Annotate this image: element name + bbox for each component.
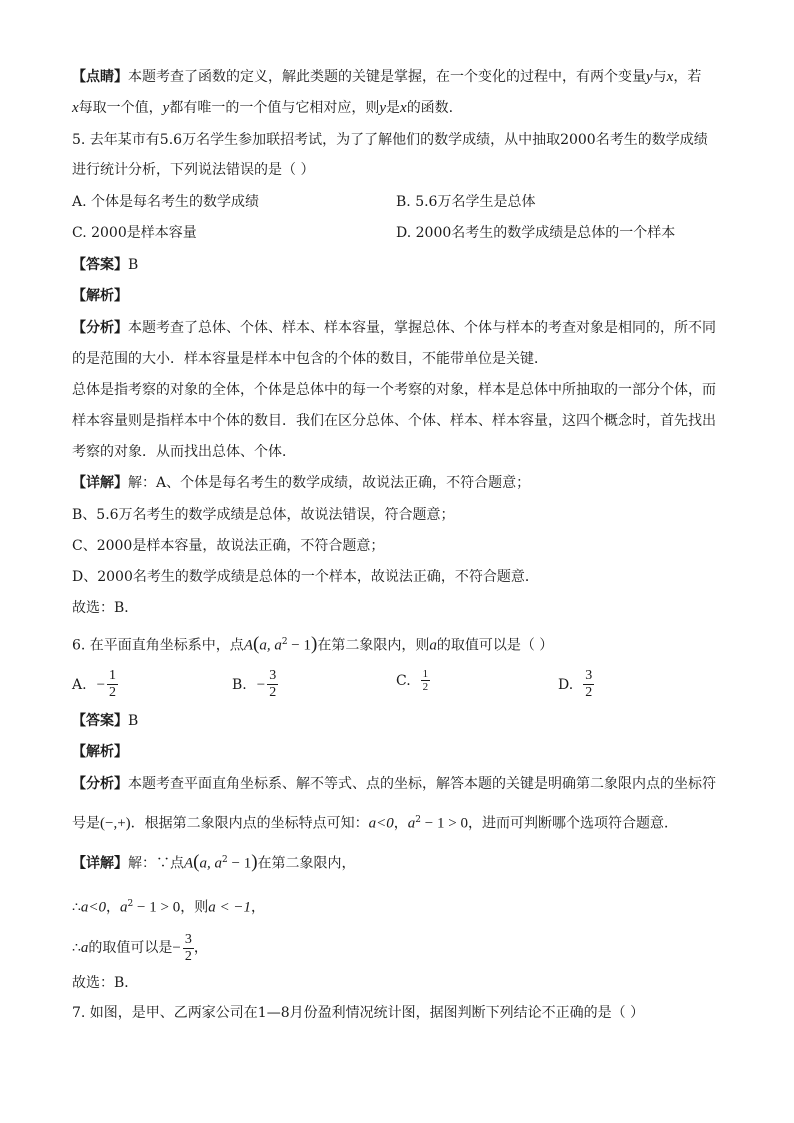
dianjing-line-1	[72, 67, 732, 87]
q5-fenxi-line-1	[72, 318, 732, 338]
minus-one: − 1	[287, 637, 312, 654]
numerator: 1	[109, 668, 117, 683]
xiangjie-text: 在第二象限内，	[257, 855, 356, 872]
paren-close: )	[251, 851, 258, 873]
sign-pair: (−,+)	[100, 815, 131, 832]
minus-sign: −	[256, 676, 266, 693]
q5-fenxi-line-5: 考察的对象．从而找出总体、个体．	[72, 444, 296, 460]
condition-1: a<0	[368, 815, 394, 832]
jiexi-tag: 【解析】	[72, 744, 128, 760]
q5-xiangjie-line-2: B、5.6万名考生的数学成绩是总体，故说法错误，符合题意；	[72, 507, 455, 523]
point-a: A	[243, 637, 253, 654]
q6-fenxi-line-2	[72, 810, 732, 834]
numerator: 3	[269, 668, 277, 683]
answer-value: B	[128, 257, 139, 273]
coord: a, a	[259, 637, 282, 654]
answer-tag: 【答案】	[72, 257, 128, 273]
minus-sign: −	[96, 676, 106, 693]
q5-fenxi-line-4: 样本容量则是指样本中个体的数目．我们在区分总体、个体、样本、样本容量，这四个概念时，首先找出	[72, 413, 716, 429]
option-label: A.	[72, 676, 87, 693]
q5-fenxi-line-3: 总体是指考察的对象的全体，个体是总体中的每一个考察的对象，样本是总体中所抽取的一部分个体，而	[72, 382, 716, 398]
q6-stem	[72, 632, 732, 656]
q6-jiexi	[72, 742, 732, 762]
dianjing-text: 每取一个值，	[78, 100, 163, 116]
q6-stem-text: 在第二象限内，则	[317, 637, 430, 654]
square-exp: 2	[415, 815, 422, 825]
fraction	[421, 668, 431, 693]
denominator: 2	[269, 685, 277, 700]
q6-answer	[72, 711, 732, 731]
var-y: y	[646, 69, 653, 85]
comma: ，	[106, 899, 121, 916]
denominator: 2	[422, 681, 429, 693]
square-exp: 2	[127, 899, 134, 909]
comma: ，	[193, 940, 208, 956]
fraction	[107, 668, 118, 701]
square-exp: 2	[222, 855, 228, 865]
dianjing-line-2	[72, 98, 732, 118]
condition-2-rest: − 1 > 0	[421, 815, 468, 832]
therefore: ∴	[72, 899, 81, 916]
xiangjie-tag: 【详解】	[72, 475, 128, 491]
q5-stem-line-1: 5. 去年某市有5.6万名学生参加联招考试，为了了解他们的数学成绩，从中抽取2000名考生的数学成绩	[72, 132, 708, 148]
q6-stem-text: 6. 在平面直角坐标系中，点	[72, 637, 244, 654]
denominator: 2	[109, 685, 117, 700]
option-label: C.	[396, 672, 411, 689]
xiangjie-tag: 【详解】	[72, 855, 128, 872]
var-x: x	[400, 100, 407, 116]
coord: a, a	[199, 855, 222, 872]
answer-tag: 【答案】	[72, 713, 128, 729]
q6-xiangjie-line-1	[72, 850, 732, 874]
therefore: ∴	[72, 940, 81, 956]
text-yu: 与	[652, 69, 667, 85]
q6-fenxi-line-1	[72, 774, 732, 794]
q6-option-c	[396, 668, 430, 693]
q5-option-d: D. 2000名考生的数学成绩是总体的一个样本	[396, 225, 676, 241]
q5-stem-line-2: 进行统计分析，下列说法错误的是（ ）	[72, 162, 315, 178]
q5-option-c: C. 2000是样本容量	[72, 225, 197, 241]
numerator: 3	[184, 931, 192, 947]
condition-2-rest: − 1 > 0	[133, 899, 181, 916]
condition-2-var: a	[407, 815, 416, 832]
q5-fenxi-line-2: 的是范围的大小．样本容量是样本中包含的个体的数目，不能带单位是关键．	[72, 351, 548, 367]
fraction	[183, 932, 194, 965]
result-inequality: a < −1	[208, 899, 251, 916]
dianjing-text: 本题考查了函数的定义，解此类题的关键是掌握，在一个变化的过程中，有两个变量	[128, 69, 646, 85]
var-y: y	[379, 100, 387, 116]
q5-option-a: A. 个体是每名考生的数学成绩	[72, 194, 260, 210]
fenxi-text: ，进而可判断哪个选项符合题意．	[467, 815, 678, 832]
fraction	[267, 668, 278, 701]
paren-open: (	[252, 633, 260, 655]
var-a: a	[80, 940, 89, 956]
q6-xiangjie-line-3	[72, 930, 732, 966]
denominator: 2	[184, 948, 192, 964]
q6-option-a	[72, 668, 118, 701]
xiangjie-text: 解：∵点	[128, 855, 184, 872]
option-label: D.	[558, 676, 574, 693]
dianjing-text: 是	[386, 100, 401, 116]
q6-option-b	[232, 668, 278, 701]
fraction	[583, 668, 594, 701]
var-x: x	[72, 100, 79, 116]
fenxi-text: 号是	[72, 815, 100, 832]
xiangjie-text: 的取值可以是	[88, 940, 173, 956]
fenxi-text: ．根据第二象限内点的坐标特点可知：	[130, 815, 369, 832]
q6-stem-text: 的取值可以是（ ）	[436, 637, 554, 654]
numerator: 3	[585, 668, 593, 683]
q5-option-b: B. 5.6万名学生是总体	[396, 194, 536, 210]
q5-jiexi	[72, 286, 732, 306]
dianjing-text: 都有唯一的一个值与它相对应，则	[169, 100, 380, 116]
q6-option-d	[558, 668, 594, 701]
var-x: x	[666, 69, 674, 85]
square-exp: 2	[281, 637, 288, 647]
q5-xiangjie-line-4: D、2000名考生的数学成绩是总体的一个样本，故说法正确，不符合题意．	[72, 569, 539, 585]
minus-sign: −	[172, 940, 181, 956]
comma: ，	[393, 815, 408, 832]
paren-open: (	[193, 851, 200, 873]
dianjing-tag: 【点睛】	[72, 69, 128, 85]
fenxi-text: 本题考查平面直角坐标系、解不等式、点的坐标，解答本题的关键是明确第二象限内点的坐标符	[128, 776, 716, 792]
option-label: B.	[232, 676, 247, 693]
xiangjie-text: ，则	[180, 899, 209, 916]
q7-stem: 7. 如图，是甲、乙两家公司在1—8月份盈利情况统计图，据图判断下列结论不正确的是（ ）	[72, 1005, 645, 1021]
fenxi-text: 本题考查了总体、个体、样本、样本容量，掌握总体、个体与样本的考查对象是相同的，所不同	[128, 320, 716, 336]
q5-xiangjie-line-1	[72, 473, 732, 493]
minus-one: − 1	[227, 855, 252, 872]
comma: ，	[250, 899, 265, 916]
fenxi-tag: 【分析】	[72, 776, 128, 792]
var-y: y	[162, 100, 170, 116]
denominator: 2	[585, 685, 593, 700]
xiangjie-text: 解：A、个体是每名考生的数学成绩，故说法正确，不符合题意；	[128, 475, 531, 491]
condition-1: a<0	[80, 899, 107, 916]
var-a: a	[429, 637, 437, 654]
condition-2-var: a	[120, 899, 128, 916]
answer-value: B	[128, 713, 139, 729]
point-a: A	[184, 855, 194, 872]
dianjing-text: 的函数.	[406, 100, 454, 116]
numerator: 1	[422, 668, 429, 680]
q5-xiangjie-line-5: 故选：B．	[72, 600, 139, 616]
fenxi-tag: 【分析】	[72, 320, 128, 336]
q6-xiangjie-line-4: 故选：B．	[72, 975, 139, 991]
q6-xiangjie-line-2	[72, 894, 732, 918]
text-ruo: ，若	[673, 69, 702, 85]
q5-answer	[72, 255, 732, 275]
jiexi-tag: 【解析】	[72, 288, 128, 304]
q5-xiangjie-line-3: C、2000是样本容量，故说法正确，不符合题意；	[72, 538, 385, 554]
paren-close: )	[311, 633, 318, 655]
